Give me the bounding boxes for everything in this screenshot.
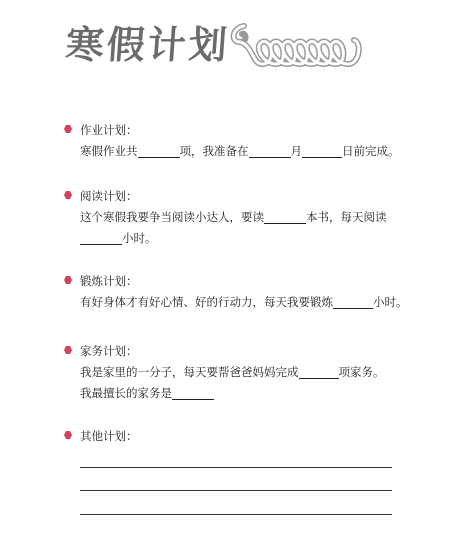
section-heading: 家务计划： <box>80 344 138 358</box>
blank-field[interactable] <box>80 230 122 245</box>
hexagon-bullet-icon <box>64 125 72 133</box>
plan-text: 日前完成。 <box>342 144 400 158</box>
plan-text: 我最擅长的家务是 <box>80 386 172 400</box>
plan-text: 项，我准备在 <box>179 144 249 158</box>
writing-line[interactable] <box>80 490 392 491</box>
blank-field[interactable] <box>264 209 306 224</box>
hexagon-bullet-icon <box>64 346 72 354</box>
writing-line[interactable] <box>80 467 392 468</box>
section-heading: 其他计划： <box>80 429 138 443</box>
hexagon-bullet-icon <box>64 191 72 199</box>
plan-text: 月 <box>290 144 302 158</box>
blank-field[interactable] <box>172 385 214 400</box>
plan-text: 小时。 <box>122 231 157 245</box>
hexagon-bullet-icon <box>64 276 72 284</box>
section-heading: 锻炼计划： <box>80 274 138 288</box>
writing-line[interactable] <box>80 514 392 515</box>
page-title: 寒假计划 <box>64 23 232 67</box>
plan-text: 我是家里的一分子，每天要帮爸爸妈妈完成 <box>80 365 299 379</box>
plan-text: 有好身体才有好心情、好的行动力，每天我要锻炼 <box>80 295 333 309</box>
blank-field[interactable] <box>249 143 291 158</box>
plan-text: 寒假作业共 <box>80 144 138 158</box>
plan-text: 本书，每天阅读 <box>306 210 387 224</box>
spiral-doodle-icon <box>226 18 376 74</box>
section-heading: 作业计划： <box>80 123 138 137</box>
section-heading: 阅读计划： <box>80 189 138 203</box>
housework-plan-section <box>64 341 385 404</box>
reading-plan-section <box>64 186 387 249</box>
exercise-plan-section <box>64 271 408 313</box>
blank-field[interactable] <box>138 143 180 158</box>
homework-plan-section <box>64 120 400 162</box>
plan-text: 小时。 <box>373 295 408 309</box>
hexagon-bullet-icon <box>64 431 72 439</box>
blank-field[interactable] <box>302 143 342 158</box>
plan-text: 这个寒假我要争当阅读小达人，要读 <box>80 210 264 224</box>
blank-field[interactable] <box>333 294 373 309</box>
blank-field[interactable] <box>299 364 339 379</box>
plan-text: 项家务。 <box>338 365 385 379</box>
other-plan-section <box>64 426 138 447</box>
